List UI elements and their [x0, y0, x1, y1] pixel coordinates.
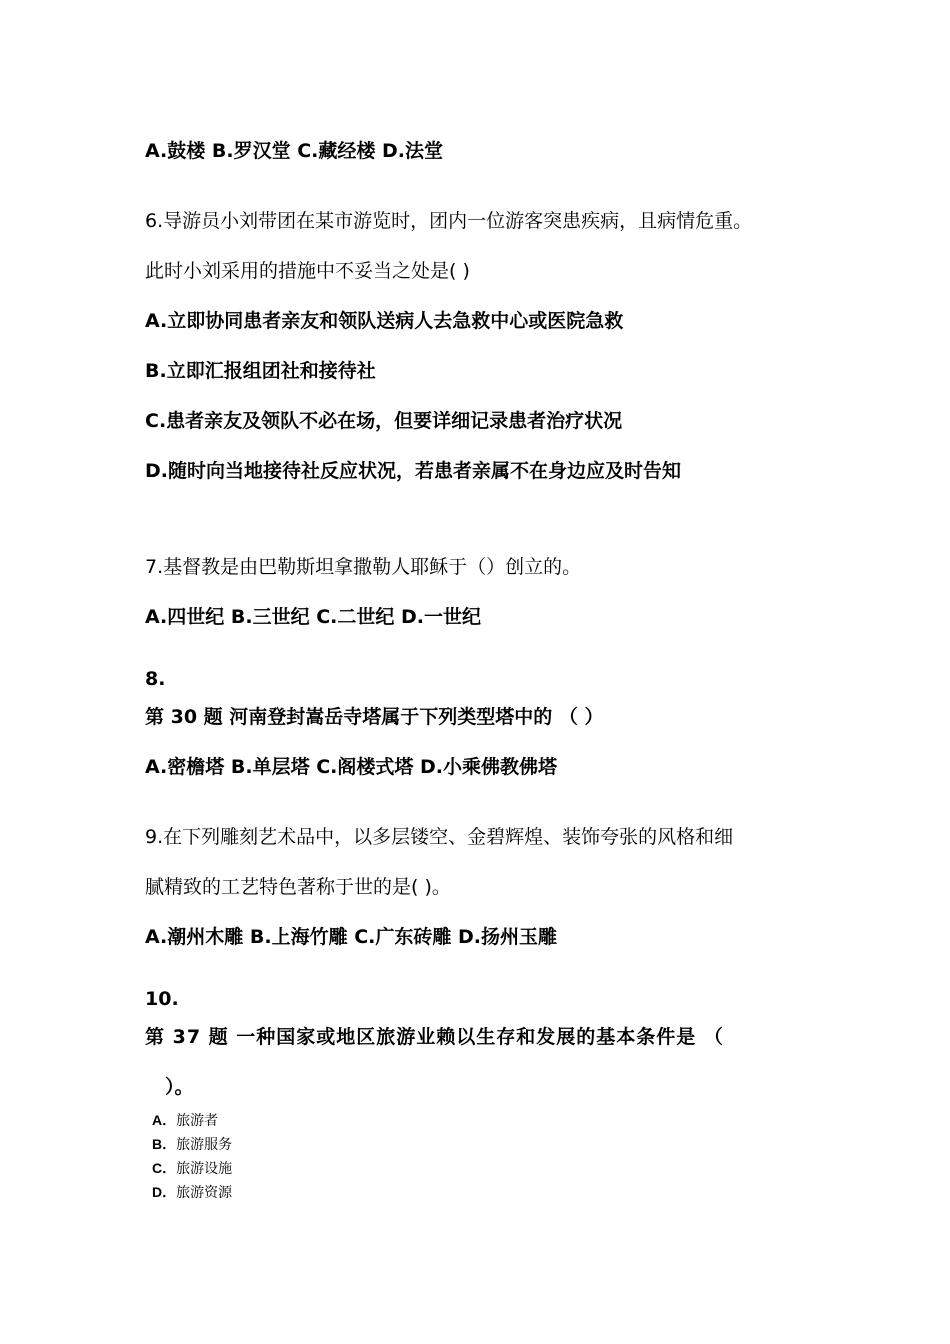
- q6-option-d: D.随时向当地接待社反应状况，若患者亲属不在身边应及时告知: [145, 460, 681, 482]
- q6-stem-line1: 6.导游员小刘带团在某市游览时，团内一位游客突患疾病，且病情危重。: [145, 210, 753, 232]
- q10-option-d-text: 旅游资源: [176, 1185, 233, 1201]
- q6-option-c: C.患者亲友及领队不必在场，但要详细记录患者治疗状况: [145, 410, 623, 432]
- q10-number: 10.: [145, 988, 179, 1010]
- q10-option-b-letter: B．: [152, 1136, 177, 1152]
- q10-option-b: [152, 1134, 232, 1155]
- q7-options: A.四世纪 B.三世纪 C.二世纪 D.一世纪: [145, 606, 481, 628]
- q10-stem-line2: ）。: [165, 1076, 194, 1098]
- q10-option-a-text: 旅游者: [176, 1113, 219, 1129]
- q10-option-c-text: 旅游设施: [176, 1161, 233, 1177]
- q10-option-c-letter: C．: [152, 1160, 177, 1176]
- q10-option-d-letter: D．: [152, 1184, 177, 1200]
- q10-option-c: [152, 1158, 232, 1179]
- q8-stem: 第 30 题 河南登封嵩岳寺塔属于下列类型塔中的 （ ）: [145, 706, 604, 728]
- q8-options: A.密檐塔 B.单层塔 C.阁楼式塔 D.小乘佛教佛塔: [145, 756, 557, 778]
- q6-stem-line2: 此时小刘采用的措施中不妥当之处是( ): [145, 260, 470, 282]
- q6-option-a: A.立即协同患者亲友和领队送病人去急救中心或医院急救: [145, 310, 624, 332]
- q5-options: A.鼓楼 B.罗汉堂 C.藏经楼 D.法堂: [145, 140, 443, 162]
- q10-option-d: [152, 1182, 232, 1203]
- q10-option-a-letter: A．: [152, 1112, 177, 1128]
- q7-stem: 7.基督教是由巴勒斯坦拿撒勒人耶稣于（）创立的。: [145, 556, 582, 578]
- q9-stem-line1: 9.在下列雕刻艺术品中，以多层镂空、金碧辉煌、装饰夸张的风格和细: [145, 826, 734, 848]
- q10-option-a: [152, 1110, 218, 1131]
- q10-option-b-text: 旅游服务: [176, 1137, 233, 1153]
- q6-option-b: B.立即汇报组团社和接待社: [145, 360, 376, 382]
- q10-stem-line1: 第 37 题 一种国家或地区旅游业赖以生存和发展的基本条件是 （: [145, 1026, 724, 1048]
- q9-options: A.潮州木雕 B.上海竹雕 C.广东砖雕 D.扬州玉雕: [145, 926, 557, 948]
- q9-stem-line2: 腻精致的工艺特色著称于世的是( )。: [145, 876, 451, 898]
- q8-number: 8.: [145, 668, 166, 690]
